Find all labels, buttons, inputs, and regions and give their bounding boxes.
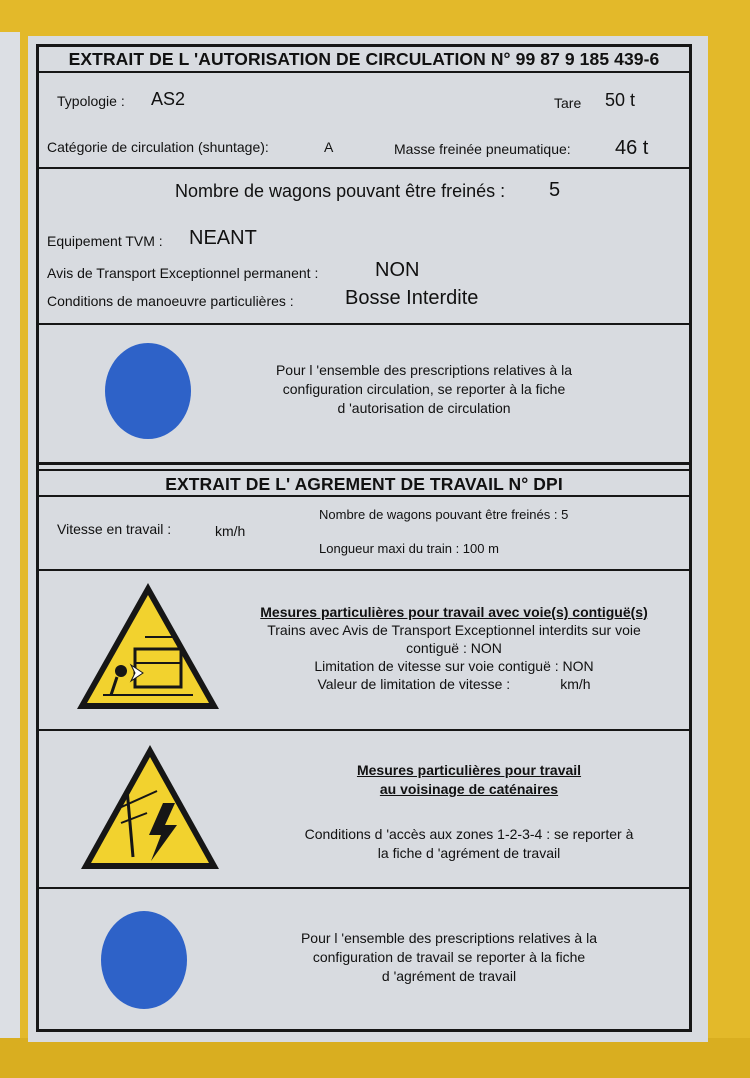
agrement-wagons-text: Nombre de wagons pouvant être freinés : 5: [319, 507, 569, 522]
conditions-value: Bosse Interdite: [345, 287, 479, 309]
adjacent-track-line: [219, 675, 689, 693]
work-line: configuration de travail se reporter à la fiche: [312, 949, 586, 965]
masse-value: 46 t: [615, 137, 649, 159]
typologie-label: Typologie :: [57, 93, 125, 109]
electric-hazard-icon: [77, 739, 223, 875]
tvm-label: Equipement TVM :: [47, 233, 163, 249]
catenary-title-line: Mesures particulières pour travail: [356, 762, 582, 778]
vitesse-label: Vitesse en travail :: [57, 521, 172, 537]
speed-limit-unit: km/h: [560, 676, 591, 692]
work-reference-section: [39, 889, 689, 1029]
work-reference-text: [249, 929, 649, 986]
avis-label: Avis de Transport Exceptionnel permanent :: [47, 265, 319, 281]
longueur-text: Longueur maxi du train : 100 m: [319, 541, 499, 556]
catenary-section: [39, 731, 689, 889]
circulation-reference-text: [229, 361, 619, 418]
categorie-label: Catégorie de circulation (shuntage):: [47, 139, 269, 155]
autorisation-header: EXTRAIT DE L 'AUTORISATION DE CIRCULATION N° 99 87 9 185 439-6: [39, 47, 689, 73]
wagons-label: Nombre de wagons pouvant être freinés :: [175, 181, 506, 201]
bottom-band: [0, 1038, 750, 1078]
work-line: d 'agrément de travail: [381, 968, 517, 984]
masse-label: Masse freinée pneumatique:: [394, 141, 571, 157]
adjacent-track-text: [219, 603, 689, 693]
wagons-value: 5: [549, 179, 561, 201]
tvm-value: NEANT: [189, 227, 257, 249]
vitesse-unit: km/h: [215, 523, 246, 539]
adjacent-track-line: Limitation de vitesse sur voie contiguë : NON: [314, 658, 594, 674]
plate-frame: [36, 44, 692, 1032]
adjacent-track-line: Trains avec Avis de Transport Exceptionnel interdits sur voie: [267, 622, 641, 638]
left-panel-edge: [0, 32, 20, 1042]
catenary-text: [259, 825, 679, 863]
categorie-value: A: [324, 139, 334, 155]
avis-value: NON: [375, 259, 420, 281]
adjacent-track-section: [39, 571, 689, 731]
work-line: Pour l 'ensemble des prescriptions relatives à la: [300, 930, 598, 946]
speed-limit-label: Valeur de limitation de vitesse :: [317, 676, 511, 692]
catenary-title-line: au voisinage de caténaires: [379, 781, 559, 797]
adjacent-track-warning-icon: [73, 577, 223, 715]
tare-value: 50 t: [605, 90, 636, 110]
blue-book-icon: [101, 911, 187, 1009]
catenary-title: [259, 761, 679, 799]
blue-book-icon: [105, 343, 191, 439]
catenary-line: Conditions d 'accès aux zones 1-2-3-4 : se reporter à: [304, 826, 634, 842]
circulation-line: configuration circulation, se reporter à la fiche: [282, 381, 566, 397]
circulation-line: Pour l 'ensemble des prescriptions relatives à la: [275, 362, 573, 378]
conditions-label: Conditions de manoeuvre particulières :: [47, 293, 294, 309]
typologie-value: AS2: [151, 89, 186, 109]
circulation-reference-section: [39, 325, 689, 465]
catenary-line: la fiche d 'agrément de travail: [377, 845, 561, 861]
agrement-header: EXTRAIT DE L' AGREMENT DE TRAVAIL N° DPI: [39, 469, 689, 497]
tare-label: Tare: [554, 95, 582, 111]
autorisation-details: [39, 73, 689, 169]
circulation-line: d 'autorisation de circulation: [337, 400, 511, 416]
wagons-section: [39, 169, 689, 325]
agrement-details: [39, 497, 689, 571]
adjacent-track-title: Mesures particulières pour travail avec voie(s) contiguë(s): [260, 604, 648, 620]
adjacent-track-line: contiguë : NON: [406, 640, 502, 656]
